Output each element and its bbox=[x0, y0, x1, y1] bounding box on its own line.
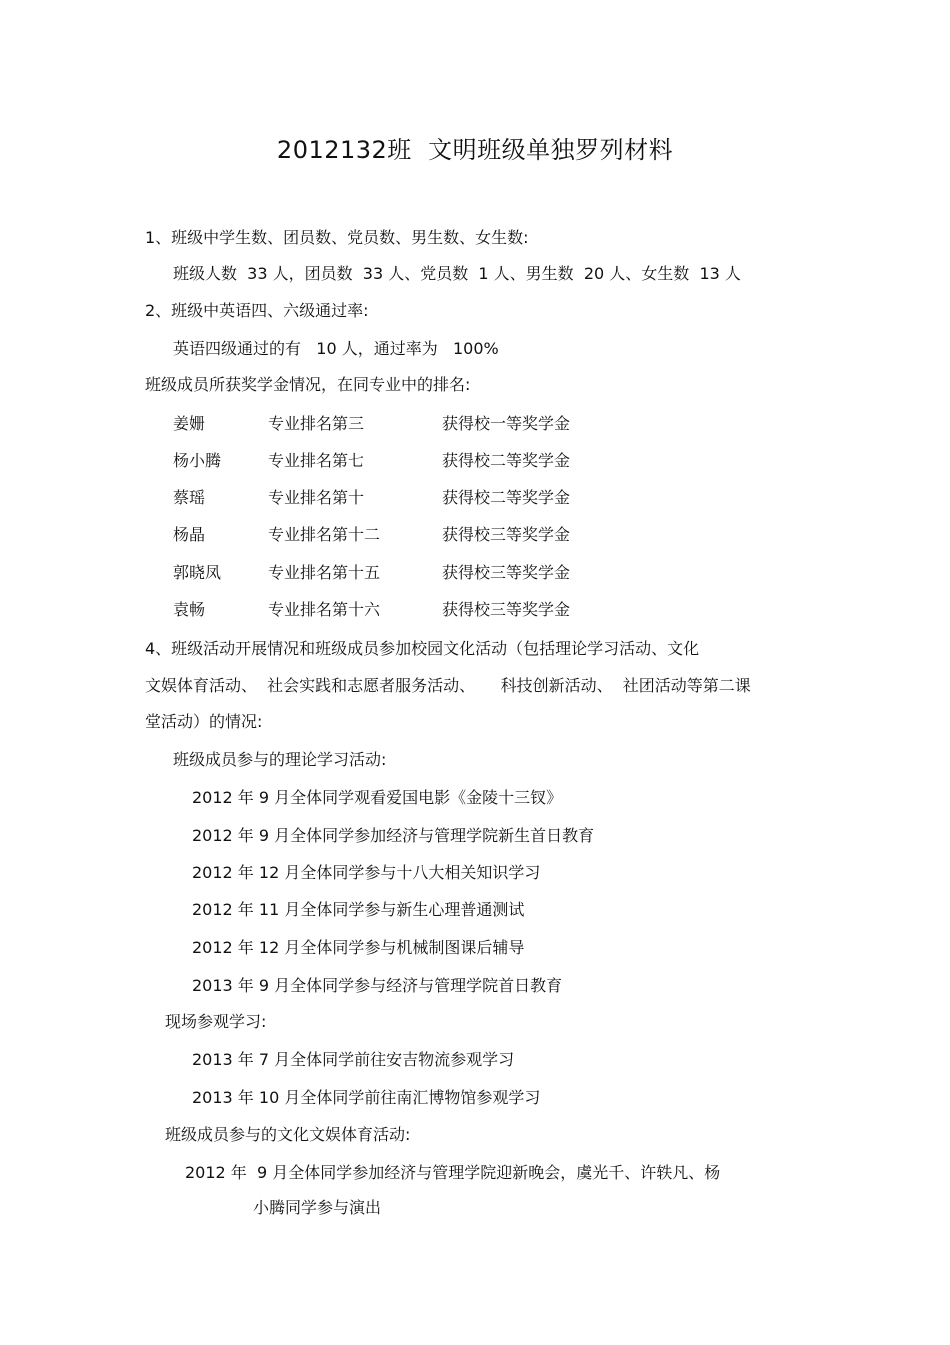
student-award: 获得校一等奖学金 bbox=[442, 414, 571, 433]
list-item: 2013 年 7 月全体同学前往安吉物流参观学习 bbox=[192, 1050, 515, 1069]
list-item: 2012 年 12 月全体同学参与机械制图课后辅导 bbox=[192, 938, 525, 957]
theory-heading: 班级成员参与的理论学习活动: bbox=[173, 750, 387, 769]
list-item: 2013 年 9 月全体同学参与经济与管理学院首日教育 bbox=[192, 976, 563, 995]
student-name: 郭晓凤 bbox=[173, 563, 222, 582]
student-rank: 专业排名第十六 bbox=[268, 600, 381, 619]
student-name: 蔡瑶 bbox=[173, 488, 206, 507]
student-rank: 专业排名第三 bbox=[268, 414, 365, 433]
section3-heading: 班级成员所获奖学金情况，在同专业中的排名: bbox=[145, 375, 471, 394]
section1-body: 班级人数 33 人，团员数 33 人、党员数 1 人、男生数 20 人、女生数 13 人 bbox=[173, 264, 741, 283]
section1-heading: 1、班级中学生数、团员数、党员数、男生数、女生数: bbox=[145, 228, 529, 247]
list-item: 2012 年 9 月全体同学参加经济与管理学院新生首日教育 bbox=[192, 826, 595, 845]
list-item: 2012 年 12 月全体同学参与十八大相关知识学习 bbox=[192, 863, 541, 882]
student-rank: 专业排名第十五 bbox=[268, 563, 381, 582]
student-name: 姜姗 bbox=[173, 414, 206, 433]
section2-body: 英语四级通过的有 10 人，通过率为 100% bbox=[173, 339, 499, 358]
student-rank: 专业排名第七 bbox=[268, 451, 365, 470]
student-award: 获得校三等奖学金 bbox=[442, 525, 571, 544]
document-title: 2012132班 文明班级单独罗列材料 bbox=[276, 136, 674, 164]
section4-heading-line: 堂活动）的情况: bbox=[145, 712, 263, 731]
list-item: 2013 年 10 月全体同学前往南汇博物馆参观学习 bbox=[192, 1088, 541, 1107]
student-name: 杨小腾 bbox=[173, 451, 222, 470]
student-name: 杨晶 bbox=[173, 525, 206, 544]
student-name: 袁畅 bbox=[173, 600, 206, 619]
student-award: 获得校三等奖学金 bbox=[442, 600, 571, 619]
list-item: 2012 年 9 月全体同学观看爱国电影《金陵十三钗》 bbox=[192, 788, 563, 807]
student-rank: 专业排名第十 bbox=[268, 488, 365, 507]
section4-heading-line: 文娱体育活动、 社会实践和志愿者服务活动、 科技创新活动、 社团活动等第二课 bbox=[145, 676, 751, 695]
student-award: 获得校二等奖学金 bbox=[442, 488, 571, 507]
list-item: 2012 年 11 月全体同学参与新生心理普通测试 bbox=[192, 900, 525, 919]
list-item-continuation: 小腾同学参与演出 bbox=[253, 1198, 382, 1217]
list-item: 2012 年 9 月全体同学参加经济与管理学院迎新晚会，虞光千、许轶凡、杨 bbox=[185, 1163, 721, 1182]
student-rank: 专业排名第十二 bbox=[268, 525, 381, 544]
section2-heading: 2、班级中英语四、六级通过率: bbox=[145, 301, 369, 320]
visit-heading: 现场参观学习: bbox=[165, 1012, 267, 1031]
culture-heading: 班级成员参与的文化文娱体育活动: bbox=[165, 1125, 411, 1144]
student-award: 获得校三等奖学金 bbox=[442, 563, 571, 582]
student-award: 获得校二等奖学金 bbox=[442, 451, 571, 470]
section4-heading-line: 4、班级活动开展情况和班级成员参加校园文化活动（包括理论学习活动、文化 bbox=[145, 639, 700, 658]
